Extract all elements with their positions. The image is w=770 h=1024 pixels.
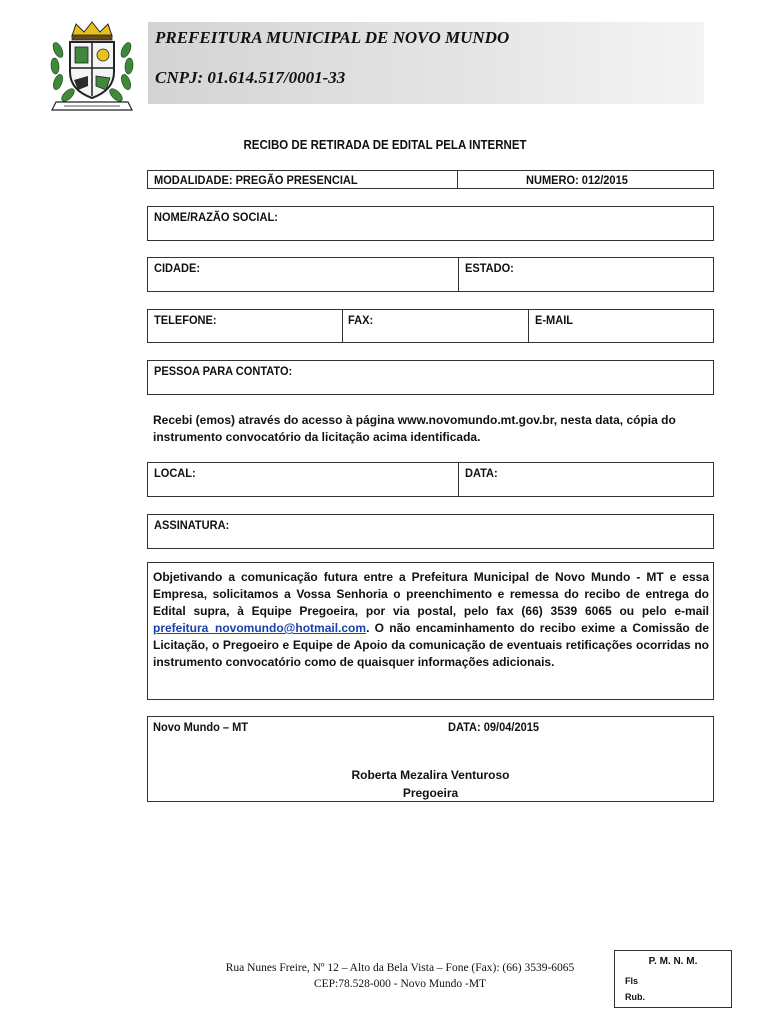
contato-field[interactable]: [147, 360, 714, 395]
nome-label: NOME/RAZÃO SOCIAL:: [154, 210, 278, 224]
pmnm-title: P. M. N. M.: [648, 956, 698, 967]
signature-role: Pregoeira: [402, 786, 459, 800]
signature-box: [147, 716, 714, 802]
footer-address: [160, 960, 640, 992]
modalidade-label: MODALIDADE: PREGÃO PRESENCIAL: [154, 173, 358, 187]
header-cnpj: CNPJ: 01.614.517/0001-33: [155, 68, 346, 87]
local-data-row: [147, 462, 714, 497]
cidade-estado-row: [147, 257, 714, 292]
cidade-label: CIDADE:: [154, 261, 200, 275]
notice-part1: Objetivando a comunicação futura entre a Prefeitura Municipal de Novo Mundo - MT e essa Empresa, solicitamos a Vossa Senhoria o preenchimento e remessa do recibo de entrega do Edital supra, à Equipe Pregoeira, por via postal, pelo fax (66) 3539 6065 ou pelo e-mail: [153, 570, 709, 618]
assinatura-field[interactable]: [147, 514, 714, 549]
local-label: LOCAL:: [154, 466, 196, 480]
pmnm-stamp-box: [614, 950, 732, 1008]
notice-text: [153, 569, 709, 671]
numero-label: NUMERO: 012/2015: [526, 173, 628, 187]
signature-date: DATA: 09/04/2015: [448, 720, 540, 734]
nome-field[interactable]: [147, 206, 714, 241]
footer-address-line1: Rua Nunes Freire, Nº 12 – Alto da Bela Vista – Fone (Fax): (66) 3539-6065: [225, 962, 575, 974]
declaration-text: Recebi (emos) através do acesso à página www.novomundo.mt.gov.br, nesta data, cópia do instrumento convocatório da licitação acima identificada.: [153, 413, 676, 444]
notice-part2: . O não encaminhamento do recibo exime a Comissão de Licitação, o Pregoeiro e Equipe de Apoio da comunicação de eventuais retificações ocorridas no instrumento convocatório como de quaisquer informações adicionais.: [153, 621, 709, 669]
assinatura-label: ASSINATURA:: [154, 518, 230, 532]
footer-address-line2: CEP:78.528-000 - Novo Mundo -MT: [313, 978, 487, 990]
header-title: PREFEITURA MUNICIPAL DE NOVO MUNDO: [155, 28, 510, 47]
notice-email-link[interactable]: prefeitura_novomundo@hotmail.com: [153, 621, 367, 635]
email-label: E-MAIL: [535, 313, 574, 327]
document-title: RECIBO DE RETIRADA DE EDITAL PELA INTERNET: [243, 138, 527, 152]
telefone-label: TELEFONE:: [154, 313, 217, 327]
pmnm-fls: Fls: [625, 976, 639, 986]
fax-label: FAX:: [348, 313, 374, 327]
signature-place: Novo Mundo – MT: [153, 720, 249, 734]
contato-label: PESSOA PARA CONTATO:: [154, 364, 293, 378]
pmnm-rub: Rub.: [625, 992, 645, 1002]
signature-name: Roberta Mezalira Venturoso: [351, 768, 510, 782]
estado-label: ESTADO:: [465, 261, 514, 275]
modalidade-row: [147, 170, 714, 189]
data-label: DATA:: [465, 466, 498, 480]
contact-row: [147, 309, 714, 343]
notice-box: [147, 562, 714, 700]
municipal-crest-icon: [48, 20, 136, 112]
